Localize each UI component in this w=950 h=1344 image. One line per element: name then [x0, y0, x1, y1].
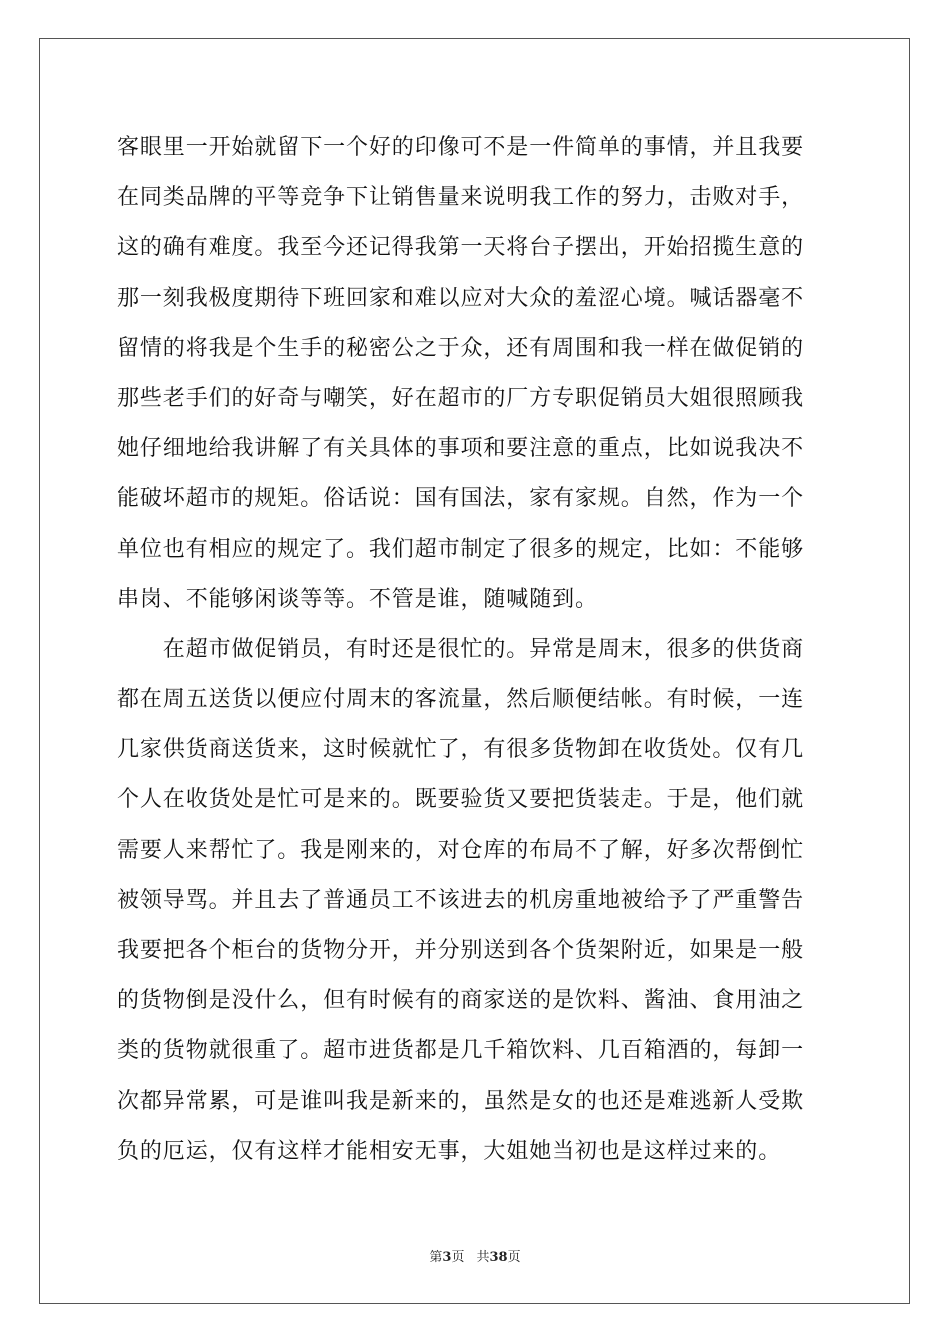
- text-line-8: 能破坏超市的规矩。俗话说：国有国法，家有家规。自然，作为一个: [117, 486, 805, 512]
- page-suffix: 页: [451, 1250, 465, 1265]
- text-line-17: 我要把各个柜台的货物分开，并分别送到各个货架附近，如果是一般: [117, 938, 805, 963]
- text-line-7: 她仔细地给我讲解了有关具体的事项和要注意的重点，比如说我决不: [117, 436, 805, 462]
- page-prefix: 第: [429, 1250, 443, 1265]
- text-line-19: 类的货物就很重了。超市进货都是几千箱饮料、几百箱酒的，每卸一: [117, 1038, 805, 1064]
- total-prefix: 共: [476, 1250, 490, 1265]
- page-number: 3: [442, 1250, 452, 1265]
- text-line-4: 那一刻我极度期待下班回家和难以应对大众的羞涩心境。喊话器毫不: [117, 285, 805, 311]
- text-line-15: 需要人来帮忙了。我是刚来的，对仓库的布局不了解，好多次帮倒忙: [117, 837, 805, 863]
- text-line-1: 客眼里一开始就留下一个好的印像可不是一件简单的事情，并且我要: [117, 135, 805, 160]
- text-line-20: 次都异常累，可是谁叫我是新来的，虽然是女的也还是难逃新人受欺: [117, 1088, 805, 1114]
- text-line-14: 个人在收货处是忙可是来的。既要验货又要把货装走。于是，他们就: [117, 787, 805, 813]
- text-line-12: 都在周五送货以便应付周末的客流量，然后顺便结帐。有时候，一连: [117, 687, 805, 713]
- text-line-10: 串岗、不能够闲谈等等。不管是谁，随喊随到。: [117, 586, 598, 612]
- text-line-3: 这的确有难度。我至今还记得我第一天将台子摆出，开始招揽生意的: [117, 235, 805, 261]
- text-line-13: 几家供货商送货来，这时候就忙了，有很多货物卸在收货处。仅有几: [117, 737, 805, 763]
- body-text: [117, 123, 837, 1177]
- total-pages: 38: [489, 1250, 508, 1265]
- text-line-11: 在超市做促销员，有时还是很忙的。异常是周末，很多的供货商: [117, 636, 805, 662]
- text-line-21: 负的厄运，仅有这样才能相安无事，大姐她当初也是这样过来的。: [117, 1138, 782, 1164]
- page-footer: [0, 1250, 950, 1266]
- text-line-16: 被领导骂。并且去了普通员工不该进去的机房重地被给予了严重警告: [117, 887, 805, 913]
- total-suffix: 页: [507, 1250, 521, 1265]
- text-line-18: 的货物倒是没什么，但有时候有的商家送的是饮料、酱油、食用油之: [117, 988, 805, 1014]
- text-line-2: 在同类品牌的平等竞争下让销售量来说明我工作的努力，击败对手，: [117, 185, 805, 211]
- text-line-9: 单位也有相应的规定了。我们超市制定了很多的规定，比如：不能够: [117, 536, 805, 562]
- text-line-5: 留情的将我是个生手的秘密公之于众，还有周围和我一样在做促销的: [117, 335, 805, 361]
- text-line-6: 那些老手们的好奇与嘲笑，好在超市的厂方专职促销员大姐很照顾我: [117, 385, 805, 411]
